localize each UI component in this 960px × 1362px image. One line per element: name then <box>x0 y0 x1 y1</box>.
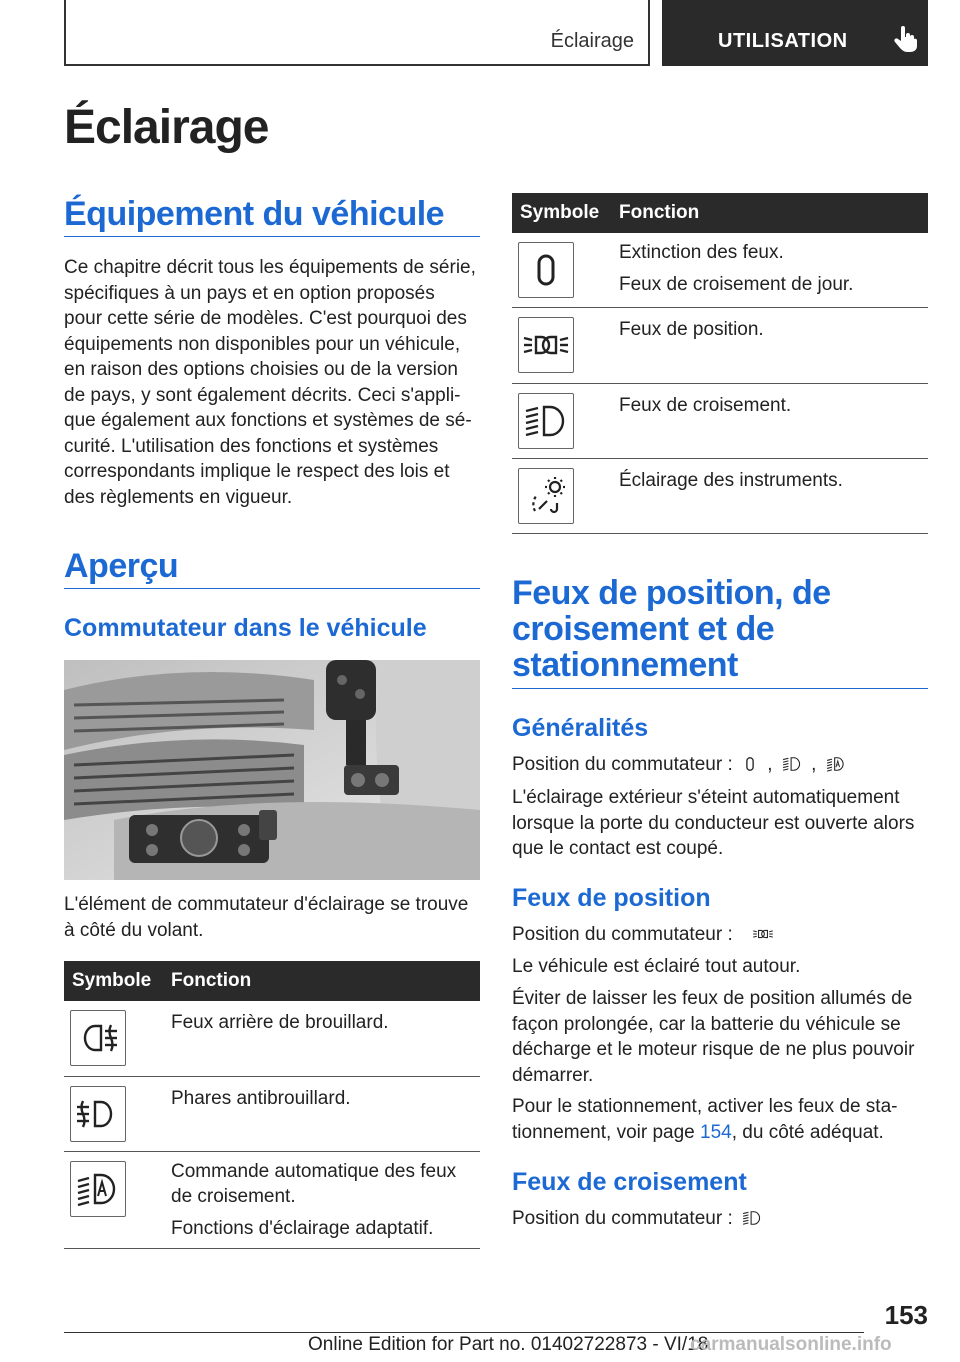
left-symbol-table <box>64 961 480 1249</box>
page-154-link[interactable]: 154 <box>700 1121 732 1143</box>
switch-heading: Commutateur dans le véhicule <box>64 614 427 642</box>
right-symbol-table <box>512 193 928 534</box>
low-beam-icon <box>518 393 574 449</box>
header-chapter-tab <box>662 0 928 66</box>
parking-paragraph: Pour le stationnement, activer les feux de sta- tionnement, voir page 154, du côté adéquat. <box>512 1096 898 1143</box>
watermark: carmanualsonline.info <box>690 1334 892 1355</box>
col-function: Fonction <box>171 970 252 991</box>
page-title: Éclairage <box>64 101 269 154</box>
table-row: Feux arrière de brouillard. <box>64 1001 480 1077</box>
general-heading: Généralités <box>512 714 649 742</box>
table-row: Éclairage des instruments. <box>512 459 928 534</box>
table-header <box>512 193 928 233</box>
table-row: Extinction des feux. Feux de croisement de jour. <box>512 233 928 308</box>
general-position: Position du commutateur : , , <box>512 752 932 778</box>
general-paragraph: L'éclairage extérieur s'éteint automatiquement lorsque la porte du conducteur est ouverte alors que le contact est coupé. <box>512 787 915 859</box>
front-fog-light-icon <box>70 1086 126 1142</box>
col-function: Fonction <box>619 202 700 223</box>
automatic-headlight-icon <box>70 1161 126 1217</box>
automatic-headlight-icon <box>822 752 850 776</box>
chapter-tab-label: UTILISATION <box>718 30 848 52</box>
col-symbol: Symbole <box>520 202 600 223</box>
position-line: Le véhicule est éclairé tout autour. <box>512 956 801 977</box>
dashboard-switch-photo <box>64 660 480 880</box>
col-symbol: Symbole <box>72 970 152 991</box>
page-number: 153 <box>884 1300 928 1330</box>
instrument-lighting-icon <box>518 468 574 524</box>
hand-pointer-icon <box>894 26 918 52</box>
footer-rule <box>64 1332 864 1333</box>
lights-heading: Feux de position, de croisement et de stationnement <box>512 574 831 684</box>
low-beam-heading: Feux de croisement <box>512 1168 747 1196</box>
table-row: Feux de position. <box>512 308 928 384</box>
overview-rule <box>64 588 480 589</box>
overview-heading: Aperçu <box>64 547 179 585</box>
position-heading: Feux de position <box>512 884 711 912</box>
table-row: Commande automatique des feux de croisement. Fonctions d'éclairage adaptatif. <box>64 1152 480 1249</box>
header-section-tab <box>64 0 650 66</box>
table-row: Phares antibrouillard. <box>64 1077 480 1152</box>
table-row: Feux de croisement. <box>512 384 928 459</box>
section-tab-label: Éclairage <box>550 30 634 52</box>
low-beam-icon <box>738 1206 766 1230</box>
photo-caption: L'élément de commutateur d'éclairage se trouve à côté du volant. <box>64 894 469 941</box>
lights-off-icon <box>518 242 574 298</box>
lights-off-icon <box>738 752 762 776</box>
low-beam-switch: Position du commutateur : <box>512 1206 932 1232</box>
parking-light-icon <box>738 922 788 946</box>
table-header <box>64 961 480 1001</box>
position-switch: Position du commutateur : <box>512 922 932 948</box>
parking-light-icon <box>518 317 574 373</box>
low-beam-icon <box>778 752 806 776</box>
rear-fog-light-icon <box>70 1010 126 1066</box>
equipment-paragraph: Ce chapitre décrit tous les équipements de série, spécifiques à un pays et en option proposés pour cette série de modèles. C'est pourquoi des équipements non disponibles pour un véhicule, en raison des options choisies ou de la version de pays, y sont également décrits. Ceci s'appli- que également aux fonctions et systèmes de sé- curité. L'utilisation des fonctions et systèmes correspondants implique le respect des lois et des règlements en vigueur. <box>64 257 476 508</box>
edition-text: Online Edition for Part no. 01402722873 - VI/18 <box>308 1334 709 1355</box>
equipment-rule <box>64 236 480 237</box>
lights-rule <box>512 688 928 689</box>
position-warning: Éviter de laisser les feux de position allumés de façon prolongée, car la batterie du véhicule se décharge et le moteur risque de ne plus pouvoir démarrer. <box>512 988 915 1086</box>
equipment-heading: Équipement du véhicule <box>64 195 445 233</box>
